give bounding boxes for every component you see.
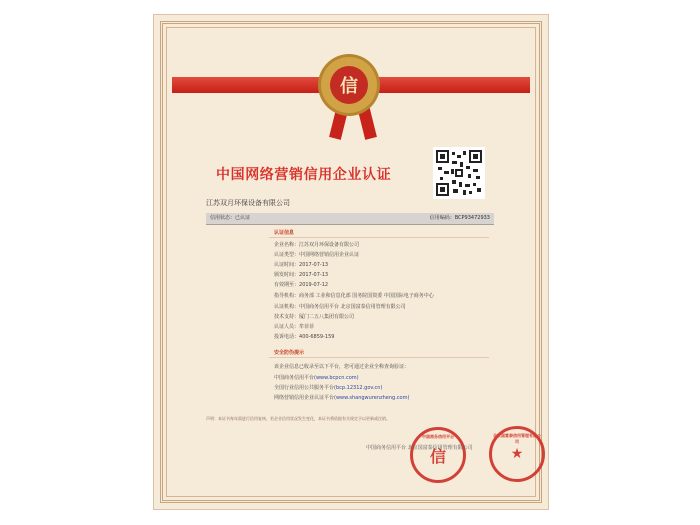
info-label: 投诉电话： [274,334,300,340]
info-value: 2017-07-13 [299,262,329,268]
info-value: 商务部 工业和信息化部 国务院国资委 中国国际电子商务中心 [299,293,434,299]
issuer-line: 中国商务信用平台 北京国富泰信用管理有限公司 [366,445,473,451]
platform-line [274,394,409,401]
platform-label: 全国行业信用公共服务平台 [274,385,335,391]
seal-arc-text: 北京国富泰信用管理有限公司 [493,433,541,444]
footnote: 声明：本证书每年需进行信用复核，若企业信用状况发生变化，本证书将依据有关规定予以更新或注销。 [206,416,390,421]
info-value: 厦门二五八集团有限公司 [299,314,355,320]
info-value: 2017-07-13 [299,272,329,278]
platform-link[interactable]: (www.shangwurenzheng.com) [334,395,410,401]
info-row [274,313,354,320]
company-name: 江苏双月环保设备有限公司 [206,199,290,207]
info-row [274,241,359,248]
info-value: 中国商务信用平台 北京国富泰信用管理有限公司 [299,304,406,310]
platform-line [274,384,382,391]
info-value: 牟菲菲 [299,324,315,330]
info-row [274,251,359,258]
info-label: 企业名称： [274,242,300,248]
info-label: 认证机构： [274,304,300,310]
medal-emblem: 信 [330,66,368,104]
certificate-title: 中国网络营销信用企业认证 [216,167,392,183]
platform-label: 网络营销信用企业认证平台 [274,395,335,401]
official-seal-left [410,427,466,483]
platform-label: 中国商务信用平台 [274,375,315,381]
info-row [274,271,328,278]
star-icon: ★ [510,446,524,462]
qr-code-icon[interactable] [433,147,485,199]
info-label: 技术支持： [274,314,300,320]
seal-arc-text: 中国商务信用平台 [422,434,454,439]
info-label: 颁发时间： [274,272,300,278]
info-row [274,303,406,310]
info-label: 认证类型： [274,252,300,258]
info-row [274,292,434,299]
info-value: 江苏双月环保设备有限公司 [299,242,360,248]
info-label: 指导机构： [274,293,300,299]
info-value: 中国网络营销信用企业认证 [299,252,360,258]
safety-intro: 该企业信息已收录至以下平台，您可通过企业全称查询验证： [274,364,410,370]
platform-link[interactable]: (www.bcpcn.com) [314,375,359,381]
credit-status: 信用状态：已认证 [210,215,251,221]
divider [269,237,489,238]
info-value: 2019-07-12 [299,282,329,288]
safety-section-title: 安全防伪提示 [274,350,305,356]
info-label: 认证时间： [274,262,300,268]
info-row [274,323,314,330]
info-row [274,333,334,340]
platform-line [274,374,359,381]
credit-code: 信用编码：BCP93472933 [429,215,490,221]
official-seal-right [489,426,545,482]
info-row [274,281,328,288]
seal-character: 信 [429,446,446,466]
platform-link[interactable]: (bcp.12312.gov.cn) [334,385,383,391]
info-label: 有效期至： [274,282,300,288]
divider [269,357,489,358]
info-row [274,261,328,268]
info-label: 认证人员： [274,324,300,330]
status-bar [206,213,494,225]
certificate [153,14,549,510]
info-section-title: 认证信息 [274,230,295,236]
info-value: 400-6859-159 [299,334,335,340]
